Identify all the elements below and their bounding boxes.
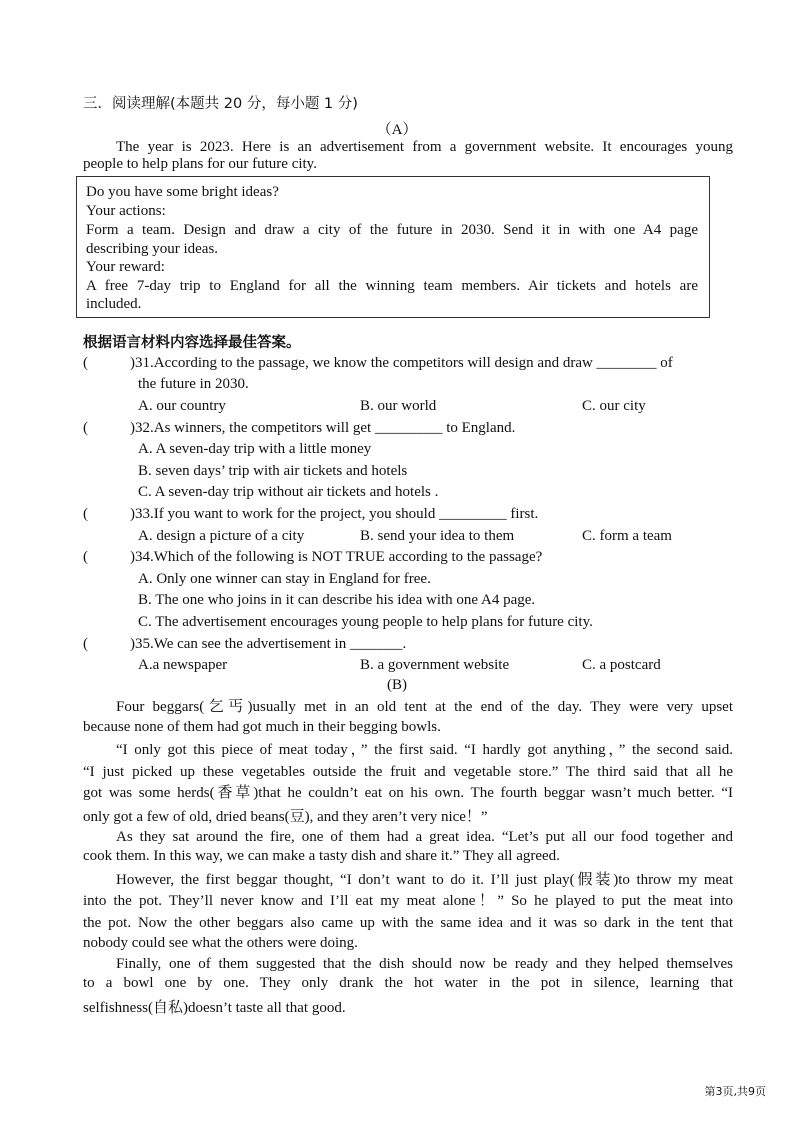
question-35-option-c[interactable]: C. a postcard xyxy=(582,657,661,673)
answer-blank-32[interactable]: ( xyxy=(83,420,88,436)
story-line-15: selfishness(自私)doesn’t taste all that good. xyxy=(83,1000,346,1016)
part-b-label: (B) xyxy=(387,677,407,693)
question-31-stem-cont: the future in 2030. xyxy=(138,376,249,392)
question-32-option-b[interactable]: B. seven days’ trip with air tickets and hotels xyxy=(138,463,408,479)
story-line-8: cook them. In this way, we can make a tasty dish and share it.” They all agreed. xyxy=(83,848,560,864)
part-a-label: （A） xyxy=(376,122,418,138)
story-line-11: the pot. Now the other beggars also came up with the same idea and it was so dark in the tent that xyxy=(83,915,733,931)
question-32-option-a[interactable]: A. A seven-day trip with a little money xyxy=(138,441,372,457)
intro-line-2: people to help plans for our future city. xyxy=(83,156,317,172)
ad-line-3: Form a team. Design and draw a city of the future in 2030. Send it in with one A4 page xyxy=(86,222,698,238)
advertisement-box xyxy=(76,176,710,318)
ad-line-7: included. xyxy=(86,296,142,312)
question-31-option-b[interactable]: B. our world xyxy=(360,398,437,414)
question-31-option-a[interactable]: A. our country xyxy=(138,398,226,414)
answer-blank-35[interactable]: ( xyxy=(83,636,88,652)
ad-line-5: Your reward: xyxy=(86,259,165,275)
story-line-2: because none of them had got much in their begging bowls. xyxy=(83,719,441,735)
section-title: 三．阅读理解(本题共 20 分，每小题 1 分) xyxy=(83,96,358,112)
ad-line-2: Your actions: xyxy=(86,203,166,219)
story-line-1: Four beggars(乞丐)usually met in an old tent at the end of the day. They were very upset xyxy=(116,699,733,715)
story-line-9: However, the first beggar thought, “I don’t want to do it. I’ll just play(假装)to throw my meat xyxy=(116,872,733,888)
question-32-option-c[interactable]: C. A seven-day trip without air tickets and hotels . xyxy=(138,484,439,500)
question-33-option-b[interactable]: B. send your idea to them xyxy=(360,528,515,544)
question-35-option-b[interactable]: B. a government website xyxy=(360,657,510,673)
instruction: 根据语言材料内容选择最佳答案。 xyxy=(83,335,301,351)
question-33-option-a[interactable]: A. design a picture of a city xyxy=(138,528,305,544)
ad-line-4: describing your ideas. xyxy=(86,241,219,257)
story-line-6: only got a few of old, dried beans(豆), and they aren’t very nice！” xyxy=(83,809,488,825)
question-34-stem: )34.Which of the following is NOT TRUE according to the passage? xyxy=(130,549,543,565)
intro-line-1: The year is 2023. Here is an advertisement from a government website. It encourages young xyxy=(116,139,733,155)
story-line-5: got was some herds(香草)that he couldn’t eat on his own. The fourth beggar wasn’t much better. “I xyxy=(83,785,733,801)
answer-blank-34[interactable]: ( xyxy=(83,549,88,565)
question-32-stem: )32.As winners, the competitors will get _________ to England. xyxy=(130,420,516,436)
question-35-stem: )35.We can see the advertisement in _______. xyxy=(130,636,407,652)
question-35-option-a[interactable]: A.a newspaper xyxy=(138,657,228,673)
question-34-option-a[interactable]: A. Only one winner can stay in England for free. xyxy=(138,571,431,587)
question-31-stem: )31.According to the passage, we know the competitors will design and draw ________ of xyxy=(130,355,673,371)
story-line-13: Finally, one of them suggested that the dish should now be ready and they helped themselves xyxy=(116,956,733,972)
answer-blank-31[interactable]: ( xyxy=(83,355,88,371)
page-number: 第3页,共9页 xyxy=(704,1085,766,1098)
question-33-option-c[interactable]: C. form a team xyxy=(582,528,672,544)
question-34-option-c[interactable]: C. The advertisement encourages young people to help plans for future city. xyxy=(138,614,593,630)
question-33-stem: )33.If you want to work for the project, you should _________ first. xyxy=(130,506,539,522)
story-line-3: “I only got this piece of meat today，” the first said. “I hardly got anything，” the second said. xyxy=(116,742,733,758)
story-line-10: into the pot. They’ll never know and I’ll eat my meat alone！” So he played to put the meat into xyxy=(83,893,733,909)
story-line-4: “I just picked up these vegetables outside the fruit and vegetable store.” The third said that all he xyxy=(83,764,733,780)
ad-line-1: Do you have some bright ideas? xyxy=(86,184,279,200)
story-line-7: As they sat around the fire, one of them had a great idea. “Let’s put all our food together and xyxy=(116,829,733,845)
question-34-option-b[interactable]: B. The one who joins in it can describe his idea with one A4 page. xyxy=(138,592,536,608)
ad-line-6: A free 7-day trip to England for all the winning team members. Air tickets and hotels are xyxy=(86,278,698,294)
question-31-option-c[interactable]: C. our city xyxy=(582,398,646,414)
story-line-14: to a bowl one by one. They only drank the hot water in the pot in silence, learning that xyxy=(83,975,733,991)
story-line-12: nobody could see what the others were doing. xyxy=(83,935,358,951)
answer-blank-33[interactable]: ( xyxy=(83,506,88,522)
